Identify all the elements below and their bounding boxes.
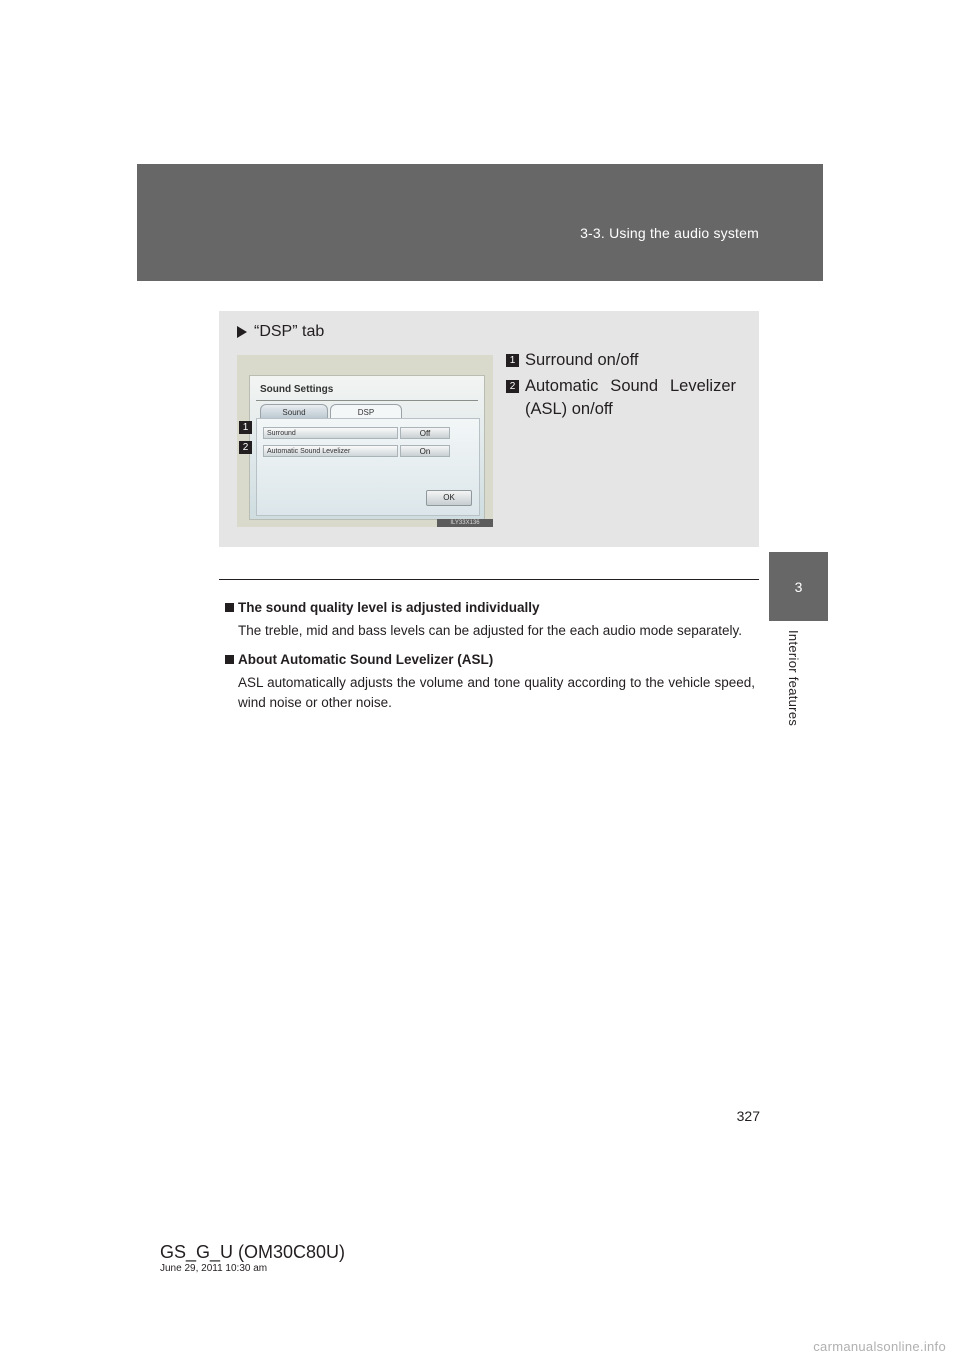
marker-2-icon: 2 [239,441,252,454]
asl-row[interactable]: Automatic Sound Levelizer [263,445,398,457]
note-asl [225,652,755,713]
watermark: carmanualsonline.info [813,1339,946,1354]
section-header-bar [137,164,823,281]
tab-dsp[interactable]: DSP [330,404,402,419]
number-2-icon: 2 [506,380,519,393]
screen-divider [256,400,478,401]
marker-1-icon: 1 [239,421,252,434]
note-heading-text: About Automatic Sound Levelizer (ASL) [238,652,494,667]
legend-text: Surround on/off [525,351,639,369]
legend-text-line2: (ASL) on/off [525,400,613,418]
triangle-right-icon [237,326,247,338]
note-sound-quality [225,600,755,641]
chapter-tab [769,552,828,621]
note-body: ASL automatically adjusts the volume and tone quality according to the vehicle speed, wind noise or other noise. [238,675,755,710]
legend-item [506,349,736,372]
screen-title: Sound Settings [260,384,334,395]
note-heading-text: The sound quality level is adjusted individually [238,600,540,615]
section-divider [219,579,759,580]
surround-row[interactable]: Surround [263,427,398,439]
legend-text-line1: Automatic Sound Levelizer [525,377,736,395]
square-bullet-icon [225,603,234,612]
dsp-info-panel [219,311,759,547]
asl-value[interactable]: On [400,445,450,457]
tab-sound[interactable]: Sound [260,404,328,419]
document-code: GS_G_U (OM30C80U) [160,1242,346,1262]
ok-button[interactable]: OK [426,490,472,506]
square-bullet-icon [225,655,234,664]
legend [506,349,736,424]
surround-value[interactable]: Off [400,427,450,439]
tab-heading-text: “DSP” tab [254,323,325,340]
chapter-number: 3 [794,578,803,595]
note-body: The treble, mid and bass levels can be adjusted for the each audio mode separately. [238,623,743,638]
tab-heading [237,323,324,341]
note-heading [225,600,755,615]
document-date: June 29, 2011 10:30 am [160,1263,268,1274]
note-heading [225,652,755,667]
page-number: 327 [736,1108,760,1124]
legend-item [506,375,736,421]
number-1-icon: 1 [506,354,519,367]
chapter-label: Interior features [786,630,801,727]
screen-display [249,375,485,520]
image-code: ILY33X136 [437,519,493,527]
section-title: 3-3. Using the audio system [580,225,759,241]
sound-settings-screenshot [237,355,493,527]
